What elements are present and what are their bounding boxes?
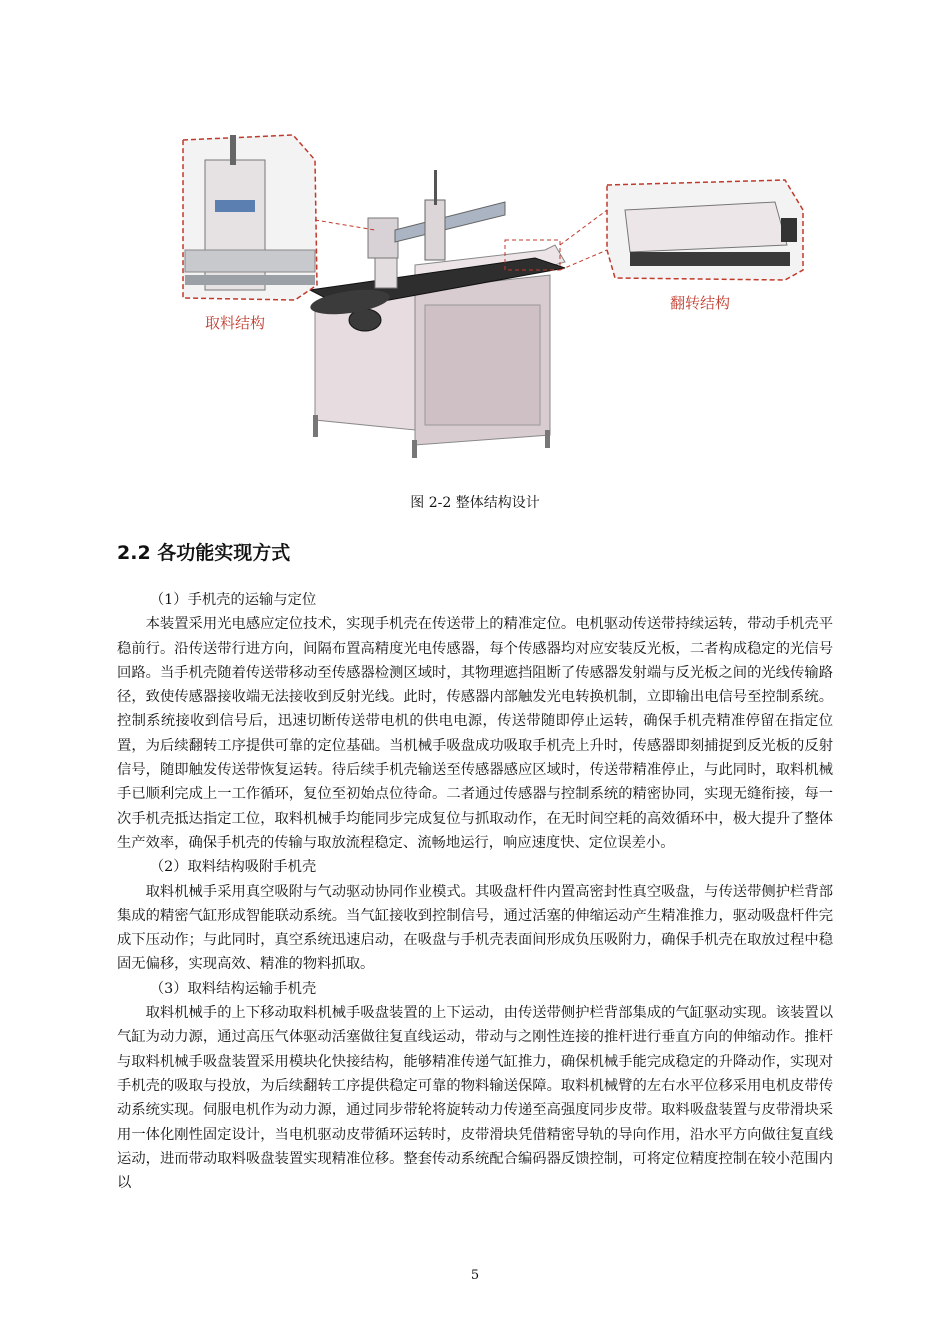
left-inset-label: 取料结构 — [205, 314, 266, 332]
page-number: 5 — [470, 1268, 480, 1283]
paragraph: 取料机械手的上下移动取料机械手吸盘装置的上下运动，由传送带侧护栏背部集成的气缸驱动实现。该装置以气缸为动力源，通过高压气体驱动活塞做往复直线运动，带动与之刚性连接的推杆进行垂直方向的伸缩动作。推杆与取料机械手吸盘装置采用模块化快接结构，能够精准传递气缸推力，确保机械手能完成稳定的升降动作，实现对手机壳的吸取与投放，为后续翻转工序提供稳定可靠的物料输送保障。取料机械臂的左右水平位移采用电机皮带传动系统实现。伺服电机作为动力源，通过同步带轮将旋转动力传递至高强度同步皮带。取料吸盘装置与皮带滑块采用一体化刚性固定设计，当电机驱动皮带循环运转时，皮带滑块凭借精密导轨的导向作用，沿水平方向做往复直线运动，进而带动取料吸盘装置实现精准位移。整套传动系统配合编码器反馈控制，可将定位精度控制在较小范围内以 — [117, 1005, 833, 1192]
subheading: （3）取料结构运输手机壳 — [149, 980, 317, 997]
paragraph: 本装置采用光电感应定位技术，实现手机壳在传送带上的精准定位。电机驱动传送带持续运转，带动手机壳平稳前行。沿传送带行进方向，间隔布置高精度光电传感器，每个传感器均对应安装反光板，二者构成稳定的光信号回路。当手机壳随着传送带移动至传感器检测区域时，其物理遮挡阻断了传感器发射端与反光板之间的光线传输路径，致使传感器接收端无法接收到反射光线。此时，传感器内部触发光电转换机制，立即输出电信号至控制系统。控制系统接收到信号后，迅速切断传送带电机的供电电源，传送带随即停止运转，确保手机壳精准停留在指定位置，为后续翻转工序提供可靠的定位基础。当机械手吸盘成功吸取手机壳上升时，传感器即刻捕捉到反光板的反射信号，随即触发传送带恢复运转。待后续手机壳输送至传感器感应区域时，传送带精准停止，与此同时，取料机械手已顺利完成上一工作循环，复位至初始点位待命。二者通过传感器与控制系统的精密协同，实现无缝衔接，每一次手机壳抵达指定工位，取料机械手均能同步完成复位与抓取动作，在无时间空耗的高效循环中，极大提升了整体生产效率，确保手机壳的传输与取放流程稳定、流畅地运行，响应速度快、定位误差小。 — [117, 616, 833, 851]
subheading: （1）手机壳的运输与定位 — [149, 592, 317, 608]
figure-caption: 图 2-2 整体结构设计 — [410, 495, 540, 511]
subheading: （2）取料结构吸附手机壳 — [149, 859, 317, 876]
right-inset-label: 翻转结构 — [670, 294, 731, 312]
paragraph: 取料机械手采用真空吸附与气动驱动协同作业模式。其吸盘杆件内置高密封性真空吸盘，与传送带侧护栏背部集成的精密气缸形成智能联动系统。当气缸接收到控制信号，通过活塞的伸缩运动产生精准推力，驱动吸盘杆件完成下压动作；与此同时，真空系统迅速启动，在吸盘与手机壳表面间形成负压吸附力，确保手机壳在取放过程中稳固无偏移，实现高效、精准的物料抓取。 — [117, 883, 833, 973]
body-text — [117, 588, 833, 1195]
structure-figure — [175, 130, 815, 470]
structure-drawing — [175, 130, 815, 470]
section-title: 2.2 各功能实现方式 — [117, 542, 291, 564]
